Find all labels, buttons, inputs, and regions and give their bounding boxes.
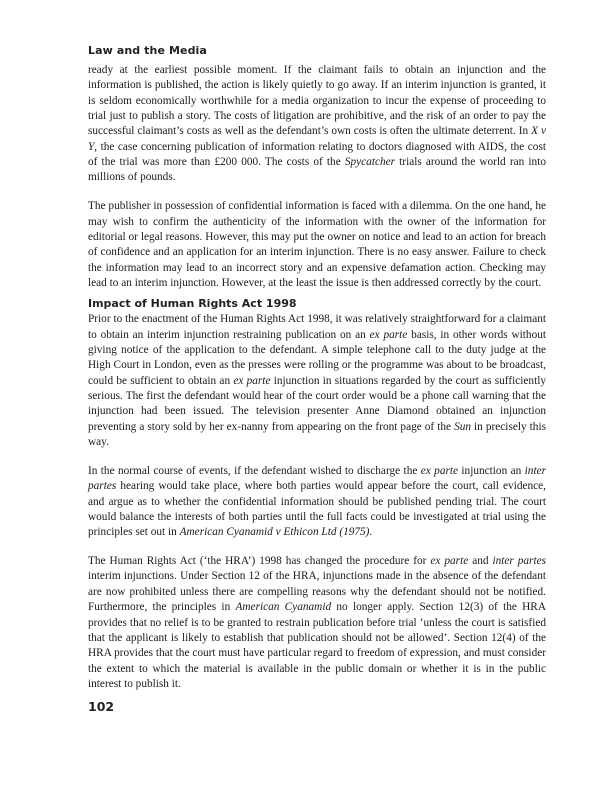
paragraph-p4 [88, 464, 546, 541]
paragraph-gap [88, 186, 546, 200]
text-run: basis, in other words without giving notice of the application to the defendant. A simple telephone call to the duty judge at the High Court in London, even as the presses were rolling or the programme was about to be broadcast, could be sufficient to obtain an [88, 328, 547, 387]
text-run: In the normal course of events, if the defendant wished to discharge the [88, 464, 421, 477]
text-run: injunction in situations regarded by the court as sufficiently serious. The first the defendant would hear of the court order would be a phone call warning that the injunction had been issued. The television presenter Anne Diamond obtained an injunction preventing a story sold by her ex-nanny from appearing on the front page of the [88, 374, 546, 433]
text-run: in precisely this way. [88, 420, 546, 449]
paragraph-gap [88, 450, 546, 464]
italic-text: American Cyanamid v Ethicon Ltd (1975). [179, 526, 373, 539]
text-run: and [468, 555, 493, 568]
text-run: ready at the earliest possible moment. If the claimant fails to obtain an injunction and the information is published, the action is likely quietly to go away. If an interim injunction is granted, it is seldom economically worthwhile for a media organization to incur the expense of proceeding to trial just to publish a story. The costs of litigation are prohibitive, and the risk of an order to pay the successful claimant’s costs as well as the defendant’s own costs is often the ultimate deterrent. In [88, 64, 546, 138]
main-text [88, 63, 546, 692]
section-heading: Impact of Human Rights Act 1998 [88, 297, 297, 311]
italic-text: ex parte [420, 464, 459, 477]
text-run: Prior to the enactment of the Human Rights Act 1998, it was relatively straightforward for a claimant to obtain an interim injunction restraining publication on an [88, 313, 546, 341]
text-run: , the case concerning publication of information relating to doctors diagnosed with AIDS, the cost of the trial was more than £200 000. The costs of the [88, 140, 546, 169]
italic-text: Spycatcher [344, 156, 396, 169]
text-run: hearing would take place, where both parties would appear before the court, call evidence, and argue as to whether the confidential information should be published pending trial. The court would balance the interests of both parties until the full facts could be investigated at trial using the principles set out in [88, 480, 546, 539]
page-number: 102 [88, 699, 115, 715]
italic-text: inter partes [492, 555, 547, 568]
italic-text: inter partes [88, 464, 546, 493]
text-run: trials around the world ran into millions of pounds. [88, 156, 546, 184]
italic-text: ex parte [233, 374, 271, 387]
italic-text: American Cyanamid [235, 601, 332, 614]
italic-text: X v Y [88, 125, 546, 153]
paragraph-p3 [88, 312, 546, 450]
paragraph-p1 [88, 63, 546, 186]
text-run: no longer apply. Section 12(3) of the HRA provides that no relief is to be granted to restrain publication before trial ‘unless the court is satisfied that the applicant is likely to establish that publication should not be allowed’. Section 12(4) of the HRA provides that the court must have particular regard to freedom of expression, and must consider the extent to which the material is available in the public domain or whether it is in the public interest to publish it. [88, 601, 547, 690]
text-run: injunction an [458, 464, 525, 477]
running-head: Law and the Media [88, 44, 207, 57]
italic-text: ex parte [369, 328, 408, 341]
paragraph-p5 [88, 554, 546, 692]
text-run: interim injunctions. Under Section 12 of the HRA, injunctions made in the absence of the defendant are now prohibited unless there are compelling reasons why the defendant should not be notified. Furthermore, the principles in [88, 570, 546, 614]
text-run: The publisher in possession of confidential information is faced with a dilemma. On the one hand, he may wish to confirm the authenticity of the information with the owner of the information for editorial or legal reasons. However, this may put the owner on notice and lead to an action for breach of confidence and an application for an interim injunction. There is no easy answer. Failure to check the information may lead to an incorrect story and an expensive defamation action. Checking may lead to an interim injunction. However, at the least the issue is then addressed correctly by the court. [88, 200, 546, 289]
italic-text: Sun [454, 420, 472, 433]
paragraph-p2 [88, 199, 546, 291]
page-body [88, 44, 546, 714]
italic-text: ex parte [430, 555, 469, 568]
paragraph-gap [88, 541, 546, 555]
text-run: The Human Rights Act (‘the HRA’) 1998 has changed the procedure for [88, 555, 431, 568]
